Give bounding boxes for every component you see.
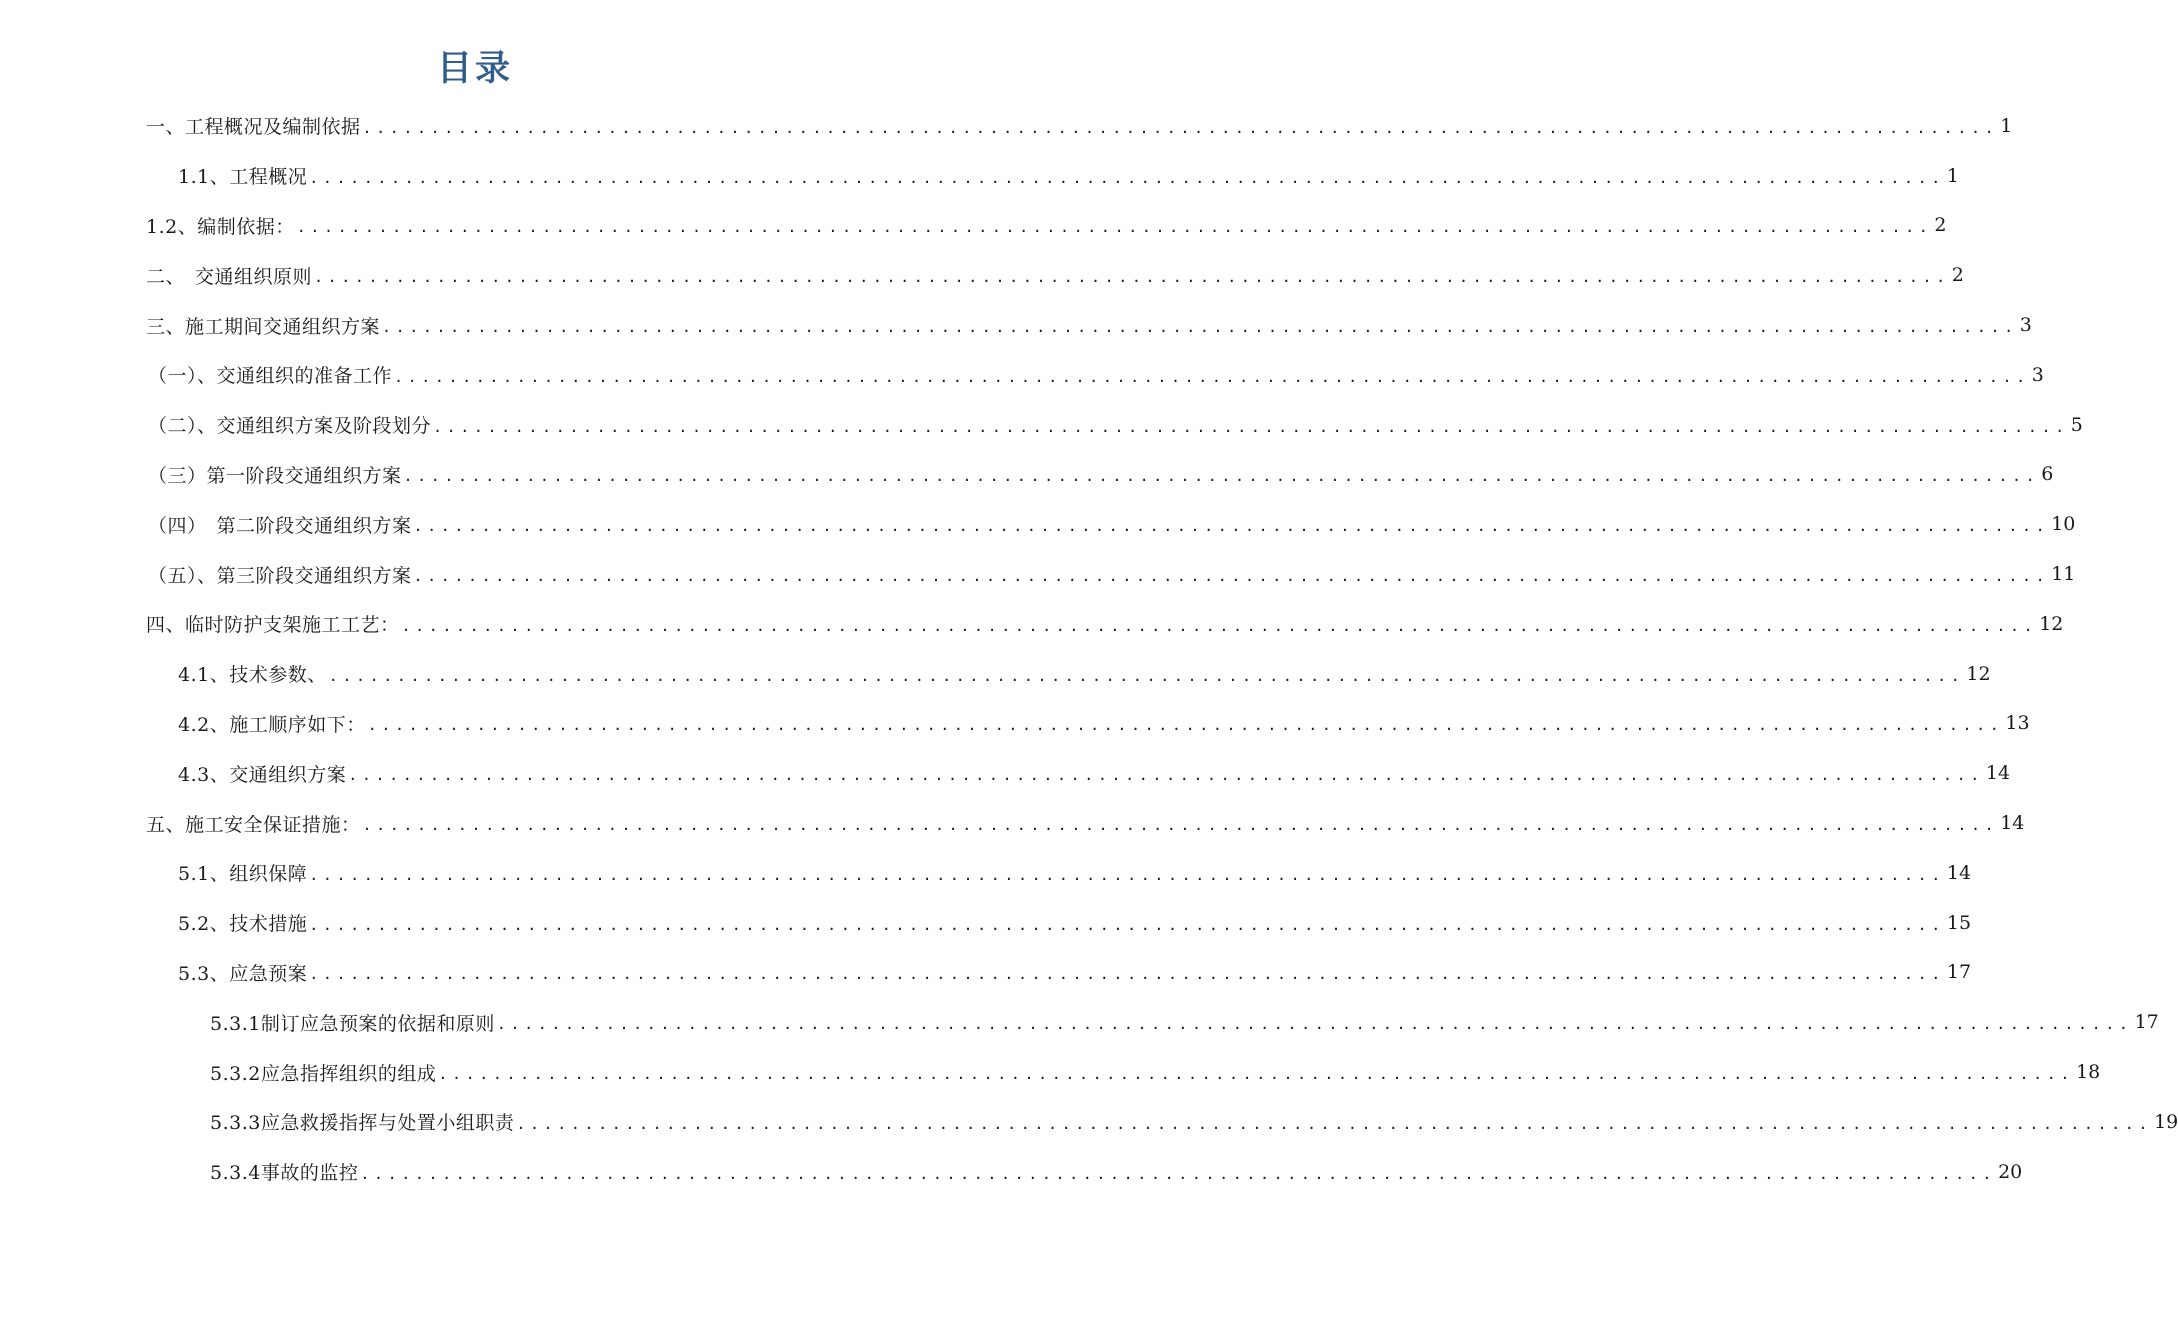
toc-leader-dots: ........................................................................................................................ xyxy=(348,766,1984,785)
toc-page-number: 15 xyxy=(1946,911,1972,934)
toc-page-number: 11 xyxy=(2051,563,2076,586)
toc-leader-dots: ........................................................................................................................ xyxy=(403,467,2040,486)
toc-leader-dots: ........................................................................................................................ xyxy=(496,1015,2133,1034)
toc-entry[interactable] xyxy=(148,450,2054,500)
toc-page-number: 17 xyxy=(2134,1011,2159,1034)
toc-leader-dots: ........................................................................................................................ xyxy=(516,1114,2153,1133)
toc-leader-dots: ........................................................................................................................ xyxy=(360,1164,1997,1183)
toc-entry-text: 一、工程概况及编制依据 xyxy=(146,116,361,139)
toc-entry-text: （五）、第三阶段交通组织方案 xyxy=(148,564,412,587)
toc-entry[interactable] xyxy=(178,848,1972,898)
toc-page-number: 12 xyxy=(2039,612,2064,635)
toc-entry-text: （一）、交通组织的准备工作 xyxy=(148,365,393,388)
toc-entry-text: 4.1、技术参数、 xyxy=(178,664,327,687)
toc-entry[interactable] xyxy=(178,151,1960,201)
toc-entry[interactable] xyxy=(148,400,2083,450)
toc-page-number: 14 xyxy=(1985,762,2011,785)
toc-leader-dots: ........................................................................................................................ xyxy=(382,318,2018,337)
toc-leader-dots: ........................................................................................................................ xyxy=(309,915,1945,934)
toc-entry-text: 5.3.3应急救援指挥与处置小组职责 xyxy=(210,1112,515,1135)
toc-entry-text: （四） 第二阶段交通组织方案 xyxy=(148,514,412,537)
toc-entry-text: 1.1、工程概况 xyxy=(178,166,308,189)
toc-leader-dots: ........................................................................................................................ xyxy=(314,268,1950,287)
toc-entry-text: 5.2、技术措施 xyxy=(178,913,308,936)
toc-page-number: 18 xyxy=(2076,1061,2101,1084)
toc-page-number: 17 xyxy=(1946,961,1972,984)
toc-entry[interactable] xyxy=(178,699,2030,749)
toc-entry[interactable] xyxy=(148,549,2076,599)
toc-entry[interactable] xyxy=(146,798,2025,848)
toc-entry-text: 5.1、组织保障 xyxy=(178,863,308,886)
toc-leader-dots: ........................................................................................................................ xyxy=(328,666,1965,685)
toc-entry[interactable] xyxy=(146,101,2013,151)
toc-entry-text: （二）、交通组织方案及阶段划分 xyxy=(148,415,432,438)
toc-entry[interactable] xyxy=(178,948,1972,998)
toc-entry-text: 五、施工安全保证措施： xyxy=(146,813,361,836)
toc-leader-dots: ........................................................................................................................ xyxy=(296,218,1933,237)
toc-entry-text: 5.3.1制订应急预案的依据和原则 xyxy=(210,1012,495,1035)
toc-page-number: 20 xyxy=(1998,1160,2023,1183)
toc-entry-text: 四、临时防护支架施工工艺： xyxy=(146,614,400,637)
toc-entry-text: 5.3.2应急指挥组织的组成 xyxy=(210,1062,437,1085)
toc-entry-text: （三）第一阶段交通组织方案 xyxy=(148,464,402,487)
toc-entry[interactable] xyxy=(210,1147,2023,1197)
toc-page-number: 6 xyxy=(2041,463,2054,486)
toc-page-number: 2 xyxy=(1951,264,1964,287)
toc-entry[interactable] xyxy=(210,1097,2178,1147)
toc-entry[interactable] xyxy=(210,1047,2101,1097)
toc-page-number: 13 xyxy=(2005,712,2030,735)
toc-page-number: 3 xyxy=(2031,363,2044,386)
toc-entry[interactable] xyxy=(146,250,1964,300)
toc-title: 目录 xyxy=(436,49,513,89)
toc-page-number: 12 xyxy=(1966,662,1991,685)
toc-entry[interactable] xyxy=(148,499,2076,549)
toc-page-number: 3 xyxy=(2019,314,2032,337)
toc-page-number: 5 xyxy=(2070,413,2083,436)
toc-page-number: 2 xyxy=(1934,214,1947,237)
toc-leader-dots: ........................................................................................................................ xyxy=(367,716,2004,735)
toc-entry-text: 4.2、施工顺序如下： xyxy=(178,713,366,736)
toc-entry[interactable] xyxy=(178,898,1972,948)
toc-leader-dots: ........................................................................................................................ xyxy=(413,517,2050,536)
toc-entry-text: 二、 交通组织原则 xyxy=(146,265,313,288)
toc-leader-dots: ........................................................................................................................ xyxy=(438,1065,2075,1084)
toc-leader-dots: ........................................................................................................................ xyxy=(309,168,1945,187)
toc-leader-dots: ........................................................................................................................ xyxy=(401,616,2038,635)
toc-leader-dots: ........................................................................................................................ xyxy=(394,367,2030,386)
toc-entry-text: 4.3、交通组织方案 xyxy=(178,763,347,786)
toc-entry[interactable] xyxy=(178,649,1991,699)
toc-leader-dots: ........................................................................................................................ xyxy=(309,865,1945,884)
toc-page-number: 1 xyxy=(2000,114,2013,137)
toc-page-number: 1 xyxy=(1946,164,1960,187)
toc-page-number: 19 xyxy=(2154,1110,2178,1133)
toc-entry[interactable] xyxy=(210,997,2159,1047)
toc-page-number: 14 xyxy=(1946,861,1972,884)
toc-entry-text: 1.2、编制依据： xyxy=(146,215,295,238)
toc-page-number: 14 xyxy=(2000,812,2025,835)
toc-entry[interactable] xyxy=(178,748,2011,798)
toc-leader-dots: ........................................................................................................................ xyxy=(433,417,2069,436)
toc-entry[interactable] xyxy=(148,350,2044,400)
toc-list xyxy=(0,101,2178,1197)
toc-leader-dots: ........................................................................................................................ xyxy=(309,965,1945,984)
toc-leader-dots: ........................................................................................................................ xyxy=(362,816,1999,835)
toc-entry[interactable] xyxy=(146,300,2032,350)
toc-page-number: 10 xyxy=(2051,513,2076,536)
toc-entry-text: 三、施工期间交通组织方案 xyxy=(146,315,381,338)
toc-leader-dots: ........................................................................................................................ xyxy=(413,567,2050,586)
toc-entry[interactable] xyxy=(146,201,1947,251)
toc-entry-text: 5.3.4事故的监控 xyxy=(210,1162,359,1185)
toc-leader-dots: ........................................................................................................................ xyxy=(362,118,1999,137)
toc-entry-text: 5.3、应急预案 xyxy=(178,962,308,985)
toc-entry[interactable] xyxy=(146,599,2064,649)
